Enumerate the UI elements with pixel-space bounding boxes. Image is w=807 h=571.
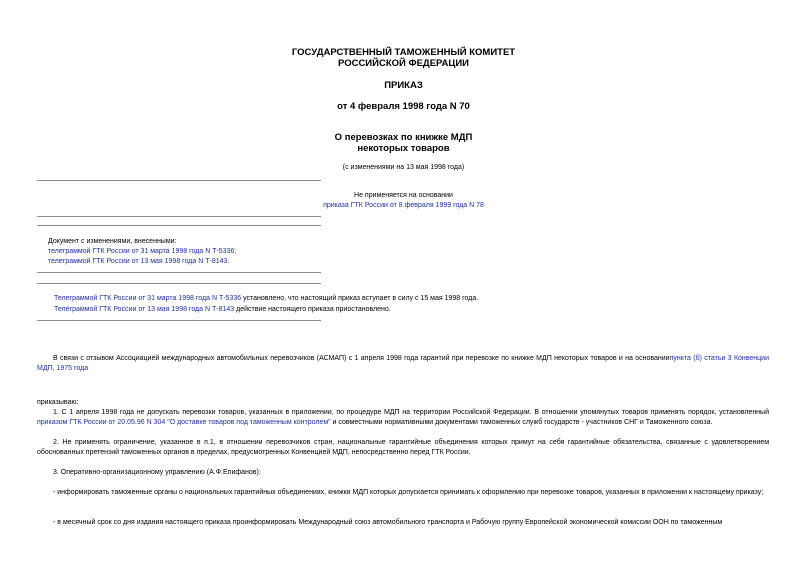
- item-3-bullet-1: - информировать таможенные органы о национальных гарантийных объединениях, книжки МДП которых допускается принимать к оформлению при перевозке товаров, указанных в приложении к настоящему приказу;: [53, 489, 764, 496]
- status-link[interactable]: приказа ГТК России от 8 февраля 1999 года N 78: [323, 202, 484, 209]
- item-3-paragraph: 3. Оперативно-организационному управлению (А.Ф.Епифанов):: [53, 469, 261, 476]
- order-304-link[interactable]: приказом ГТК России от 20.05.96 N 304 "О доставке товаров под таможенным контролем": [37, 419, 331, 426]
- item-1-text: 1. С 1 апреля 1998 года не допускать перевозки товаров, указанных в приложении, по процедуре МДП на территории Российской Федерации. В отношении упомянутых товаров применять порядок, установленный: [53, 409, 769, 416]
- changes-link-1[interactable]: телеграммой ГТК России от 31 марта 1998 года N Т-5336;: [48, 248, 237, 255]
- doc-title-line2: некоторых товаров: [357, 143, 450, 154]
- doc-type: ПРИКАЗ: [384, 80, 423, 91]
- preamble-text: В связи с отзывом Ассоциацией международных автомобильных перевозчиков (АСМАП) с 1 апреля 1998 года гарантий при перевозке по книжке МДП некоторых товаров и на основании: [53, 355, 670, 362]
- note-2-link[interactable]: Телеграммой ГТК России от 13 мая 1998 года N Т-8143: [54, 306, 235, 313]
- note-2: [54, 305, 391, 315]
- doc-date: от 4 февраля 1998 года N 70: [337, 101, 470, 112]
- changes-intro: Документ с изменениями, внесенными:: [48, 238, 177, 245]
- item-2-paragraph: 2. Не применять ограничение, указанное в п.1, в отношении перевозчиков стран, национальные гарантийные объединения которых примут на себя гарантийные обязательства, связанные с удовлетворением обоснованных претензий таможенных органов в пределах, предусмотренных Конвенцией МДП, непосредственно перед ГТК России.: [37, 439, 769, 456]
- note-1-link[interactable]: Телеграммой ГТК России от 31 марта 1998 года N Т-5336: [54, 295, 242, 302]
- divider: [37, 272, 321, 273]
- order-word: приказываю:: [37, 399, 79, 406]
- divider: [37, 216, 321, 217]
- item-3-bullet-2: - в месячный срок со дня издания настоящего приказа проинформировать Международный союз автомобильного транспорта и Рабочую группу Европейской экономической комиссии ООН по таможенным: [53, 519, 723, 526]
- convention-link[interactable]: пункта (б) статьи 3 Конвенции МДП, 1975 года: [37, 355, 770, 372]
- divider: [37, 320, 321, 321]
- org-name-line2: РОССИЙСКОЙ ФЕДЕРАЦИИ: [337, 58, 469, 69]
- changes-link-2[interactable]: телеграммой ГТК России от 13 мая 1998 года N Т-8143.: [48, 258, 230, 265]
- org-name-line1: ГОСУДАРСТВЕННЫЙ ТАМОЖЕННЫЙ КОМИТЕТ: [291, 47, 516, 58]
- preamble-paragraph: [37, 354, 769, 374]
- amendment-note: (с изменениями на 13 мая 1998 года): [342, 164, 465, 171]
- item-1-paragraph: [37, 408, 769, 428]
- divider: [37, 180, 321, 181]
- item-1-text-tail: и совместными нормативными документами таможенных служб государств - участников СНГ и Таможенного союза.: [330, 419, 713, 426]
- note-2-text: действие настоящего приказа приостановлено.: [234, 306, 391, 313]
- divider: [37, 225, 321, 226]
- divider: [37, 283, 321, 284]
- doc-title-line1: О перевозках по книжке МДП: [334, 132, 473, 143]
- note-1-text: установлено, что настоящий приказ вступает в силу с 15 мая 1998 года.: [241, 295, 479, 302]
- note-1: [54, 294, 478, 304]
- status-line: Не применяется на основании: [354, 192, 453, 199]
